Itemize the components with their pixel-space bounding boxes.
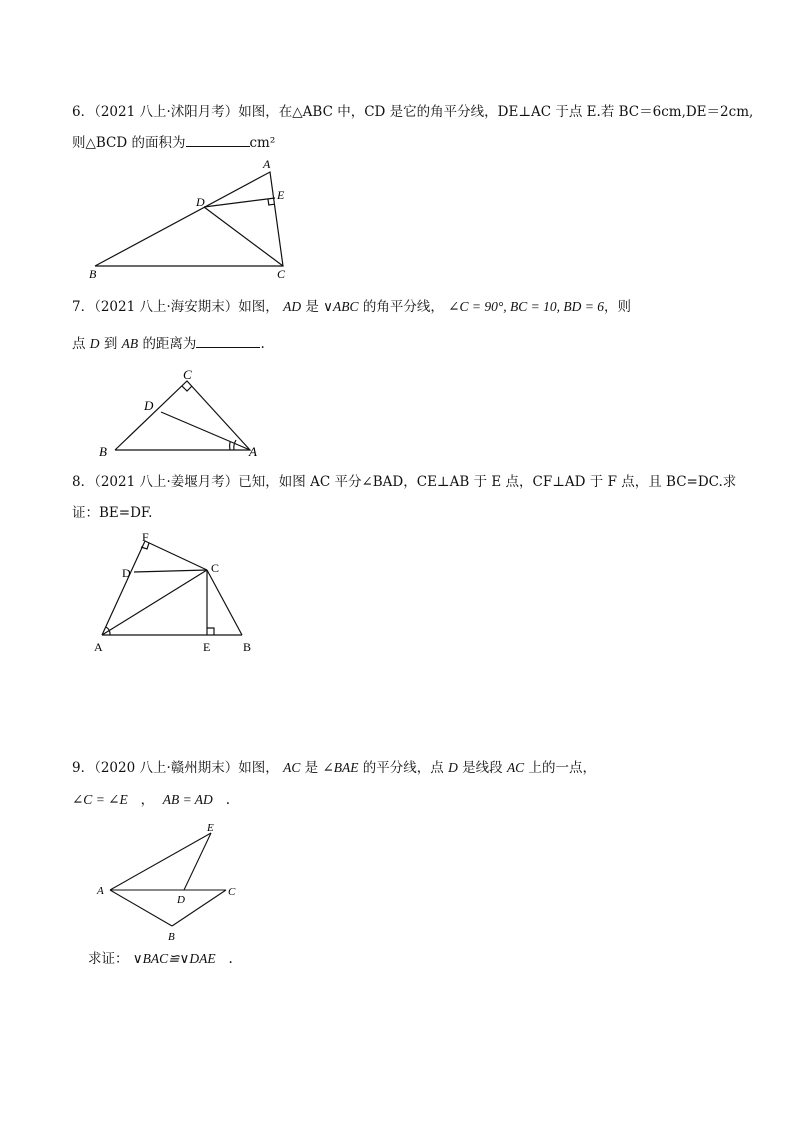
- q7-ab: AB: [121, 336, 139, 351]
- q9-proof-label: 求证：: [88, 951, 129, 967]
- q6-label-e: E: [277, 188, 285, 202]
- q9-proof: ∨BAC≌∨DAE: [132, 951, 216, 966]
- q7-label-b: B: [99, 444, 107, 459]
- q9-comma: ，: [140, 792, 155, 808]
- q9-bisector: 的平分线，点: [362, 760, 444, 776]
- q9-ac: AC: [283, 760, 301, 775]
- q9-angle: ∠BAE: [322, 760, 359, 775]
- q9-ac2: AC: [506, 760, 525, 775]
- q9-proof-line: [88, 950, 233, 968]
- q9-label-d: D: [177, 894, 185, 906]
- q7-then: ，则: [603, 299, 631, 315]
- q7-distance: 的距离为: [142, 336, 197, 352]
- q7-conditions: ∠C = 90°, BC = 10, BD = 6: [448, 299, 604, 314]
- q8-line1: 8．（2021 八上·姜堰月考）已知，如图 AC 平分∠BAD，CE⊥AB 于 E 点，CF⊥AD 于 F 点，且 BC=DC.求: [72, 474, 737, 490]
- q7-is: 是: [305, 299, 319, 315]
- q7-ad: AD: [283, 299, 302, 314]
- q9-label-a: A: [97, 885, 104, 897]
- q9-label-c: C: [228, 886, 236, 898]
- q7-label-d: D: [144, 398, 154, 413]
- q9-point: 上的一点，: [528, 760, 596, 776]
- q6-label-d: D: [196, 195, 205, 209]
- q7-end: .: [260, 336, 265, 352]
- q7-triangle: ∨ABC: [323, 299, 359, 314]
- q8-line2: 证：BE=DF.: [72, 505, 153, 521]
- q7-prefix: 7．（2021 八上·海安期末）如图，: [72, 299, 279, 315]
- q6-question-text: 则△BCD 的面积为: [72, 135, 186, 151]
- q8-label-e: E: [203, 640, 211, 654]
- q8-label-d: D: [122, 566, 131, 580]
- q7-point: 点: [72, 336, 86, 352]
- q9-period: .: [225, 792, 230, 808]
- q7-bisector: 的角平分线，: [362, 299, 444, 315]
- q9-is: 是: [304, 760, 319, 776]
- q8-label-f: F: [142, 530, 149, 544]
- q8-label-a: A: [94, 640, 103, 654]
- q9-prefix: 9．（2020 八上·赣州期末）如图，: [72, 760, 279, 776]
- q9-cond1: ∠C = ∠E: [72, 792, 128, 807]
- q8-label-c: C: [211, 561, 220, 575]
- q9-proof-end: .: [228, 951, 233, 967]
- q7-label-c: C: [183, 367, 192, 382]
- q9-d: D: [448, 760, 458, 775]
- q9-cond2: AB = AD: [162, 792, 213, 807]
- q6-unit: cm²: [249, 135, 276, 151]
- q6-label-a: A: [263, 157, 271, 171]
- q9-label-b: B: [168, 931, 175, 943]
- q6-label-c: C: [277, 267, 286, 281]
- q9-label-e: E: [207, 822, 214, 834]
- q6-label-b: B: [89, 267, 97, 281]
- q9-segment: 是线段: [462, 760, 503, 776]
- q7-to: 到: [103, 336, 118, 352]
- q8-label-b: B: [243, 640, 252, 654]
- q7-d: D: [89, 336, 100, 351]
- q7-label-a: A: [249, 444, 257, 459]
- q6-line1: 6．（2021 八上·沭阳月考）如图，在△ABC 中，CD 是它的角平分线，DE⊥AC 于点 E.若 BC＝6cm,DE＝2cm,: [72, 104, 754, 120]
